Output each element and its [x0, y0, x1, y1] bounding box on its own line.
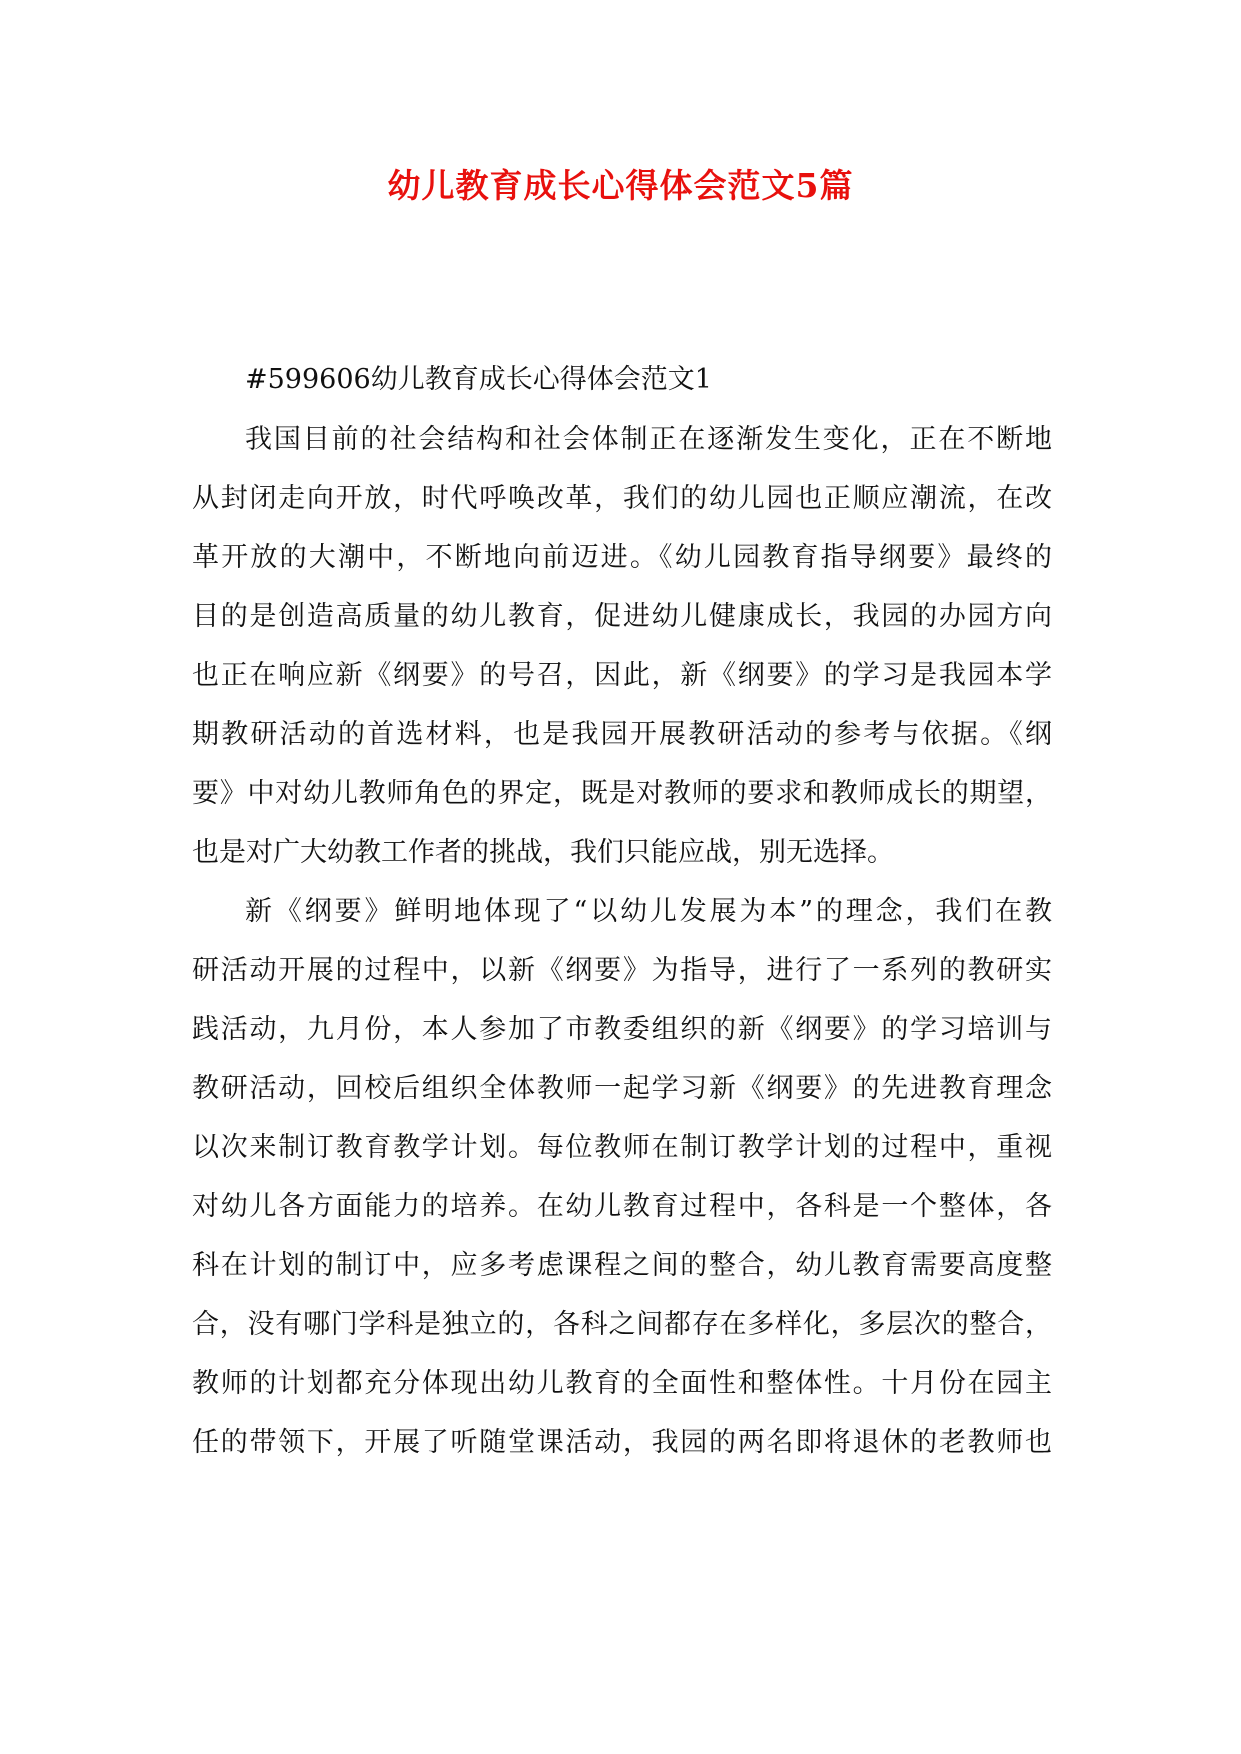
paragraph-line: 教研活动，回校后组织全体教师一起学习新《纲要》的先进教育理念	[192, 1073, 1052, 1104]
paragraph-line: 新《纲要》鲜明地体现了“以幼儿发展为本”的理念，我们在教	[245, 896, 1052, 927]
paragraph-line: 教师的计划都充分体现出幼儿教育的全面性和整体性。十月份在园主	[192, 1368, 1052, 1399]
paragraph-line: 研活动开展的过程中，以新《纲要》为指导，进行了一系列的教研实	[192, 955, 1052, 986]
paragraph-line: 目的是创造高质量的幼儿教育，促进幼儿健康成长，我园的办园方向	[192, 601, 1052, 632]
paragraph-line: 我国目前的社会结构和社会体制正在逐渐发生变化，正在不断地	[245, 424, 1052, 455]
paragraph-line: 从封闭走向开放，时代呼唤改革，我们的幼儿园也正顺应潮流，在改	[192, 483, 1052, 514]
paragraph-line: 期教研活动的首选材料，也是我园开展教研活动的参考与依据。《纲	[192, 719, 1052, 750]
paragraph-line: 也正在响应新《纲要》的号召，因此，新《纲要》的学习是我园本学	[192, 660, 1052, 691]
paragraph-line: 合，没有哪门学科是独立的，各科之间都存在多样化，多层次的整合，	[192, 1309, 1052, 1340]
paragraph-line: 革开放的大潮中，不断地向前迈进。《幼儿园教育指导纲要》最终的	[192, 542, 1052, 573]
paragraph-line: 对幼儿各方面能力的培养。在幼儿教育过程中，各科是一个整体，各	[192, 1191, 1052, 1222]
section-heading: #599606幼儿教育成长心得体会范文1	[245, 364, 712, 395]
paragraph-line: 任的带领下，开展了听随堂课活动，我园的两名即将退休的老教师也	[192, 1427, 1052, 1458]
paragraph-line: 以次来制订教育教学计划。每位教师在制订教学计划的过程中，重视	[192, 1132, 1052, 1163]
paragraph-line: 要》中对幼儿教师角色的界定，既是对教师的要求和教师成长的期望，	[192, 778, 1052, 809]
document-title: 幼儿教育成长心得体会范文5篇	[387, 166, 854, 205]
paragraph-line: 践活动，九月份，本人参加了市教委组织的新《纲要》的学习培训与	[192, 1014, 1052, 1045]
paragraph-line: 科在计划的制订中，应多考虑课程之间的整合，幼儿教育需要高度整	[192, 1250, 1052, 1281]
paragraph-line: 也是对广大幼教工作者的挑战，我们只能应战，别无选择。	[192, 837, 894, 868]
